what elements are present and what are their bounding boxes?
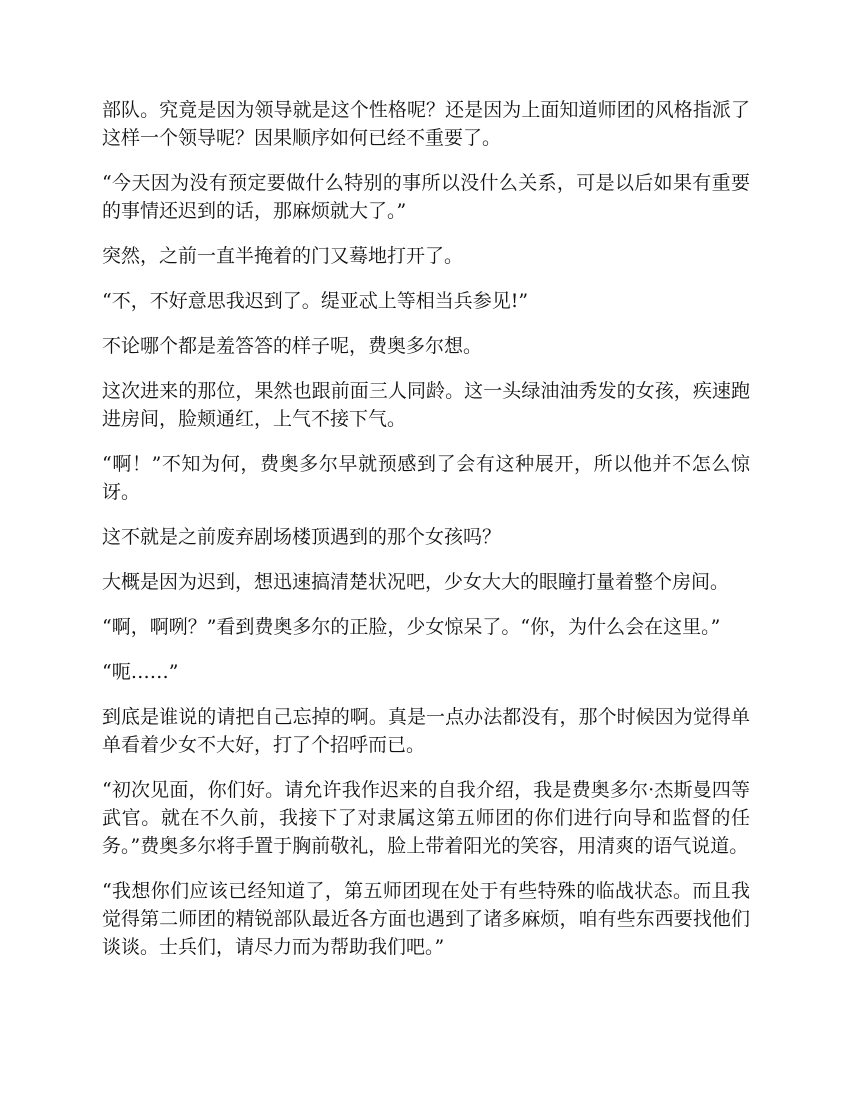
paragraph: 大概是因为迟到，想迅速搞清楚状况吧，少女大大的眼瞳打量着整个房间。 <box>102 571 730 593</box>
paragraph: “初次见面，你们好。请允许我作迟来的自我介绍，我是费奥多尔·杰斯曼四等武官。就在不久前，我接下了对隶属这第五师团的你们进行向导和监督的任务。”费奥多尔将手置于胸前敬礼，脸上带着阳光的笑容，用清爽的语气说道。 <box>102 779 750 857</box>
paragraph: “今天因为没有预定要做什么特别的事所以没什么关系，可是以后如果有重要的事情还迟到的话，那麻烦就大了。” <box>102 172 750 222</box>
paragraph: 这次进来的那位，果然也跟前面三人同龄。这一头绿油油秀发的女孩，疾速跑进房间，脸颊通红，上气不接下气。 <box>102 380 750 430</box>
paragraph: “不，不好意思我迟到了。缇亚忒上等相当兵参见!” <box>102 290 529 312</box>
paragraph: 不论哪个都是羞答答的样子呢，费奥多尔想。 <box>102 335 483 357</box>
paragraph: 部队。究竟是因为领导就是这个性格呢？还是因为上面知道师团的风格指派了这样一个领导呢？因果顺序如何已经不重要了。 <box>102 99 750 149</box>
paragraph: 突然，之前一直半掩着的门又蓦地打开了。 <box>102 245 464 267</box>
paragraph: 到底是谁说的请把自己忘掉的啊。真是一点办法都没有，那个时候因为觉得单单看着少女不大好，打了个招呼而已。 <box>102 706 750 756</box>
paragraph: “啊！”不知为何，费奥多尔早就预感到了会有这种展开，所以他并不怎么惊讶。 <box>102 453 750 503</box>
paragraph: “呃……” <box>102 661 179 683</box>
paragraph: “我想你们应该已经知道了，第五师团现在处于有些特殊的临战状态。而且我觉得第二师团的精锐部队最近各方面也遇到了诸多麻烦，咱有些东西要找他们谈谈。士兵们，请尽力而为帮助我们吧。” <box>102 880 750 958</box>
paragraph: 这不就是之前废弃剧场楼顶遇到的那个女孩吗？ <box>102 526 502 548</box>
document-page <box>102 96 750 978</box>
paragraph: “啊，啊咧？”看到费奥多尔的正脸，少女惊呆了。“你，为什么会在这里。” <box>102 616 721 638</box>
